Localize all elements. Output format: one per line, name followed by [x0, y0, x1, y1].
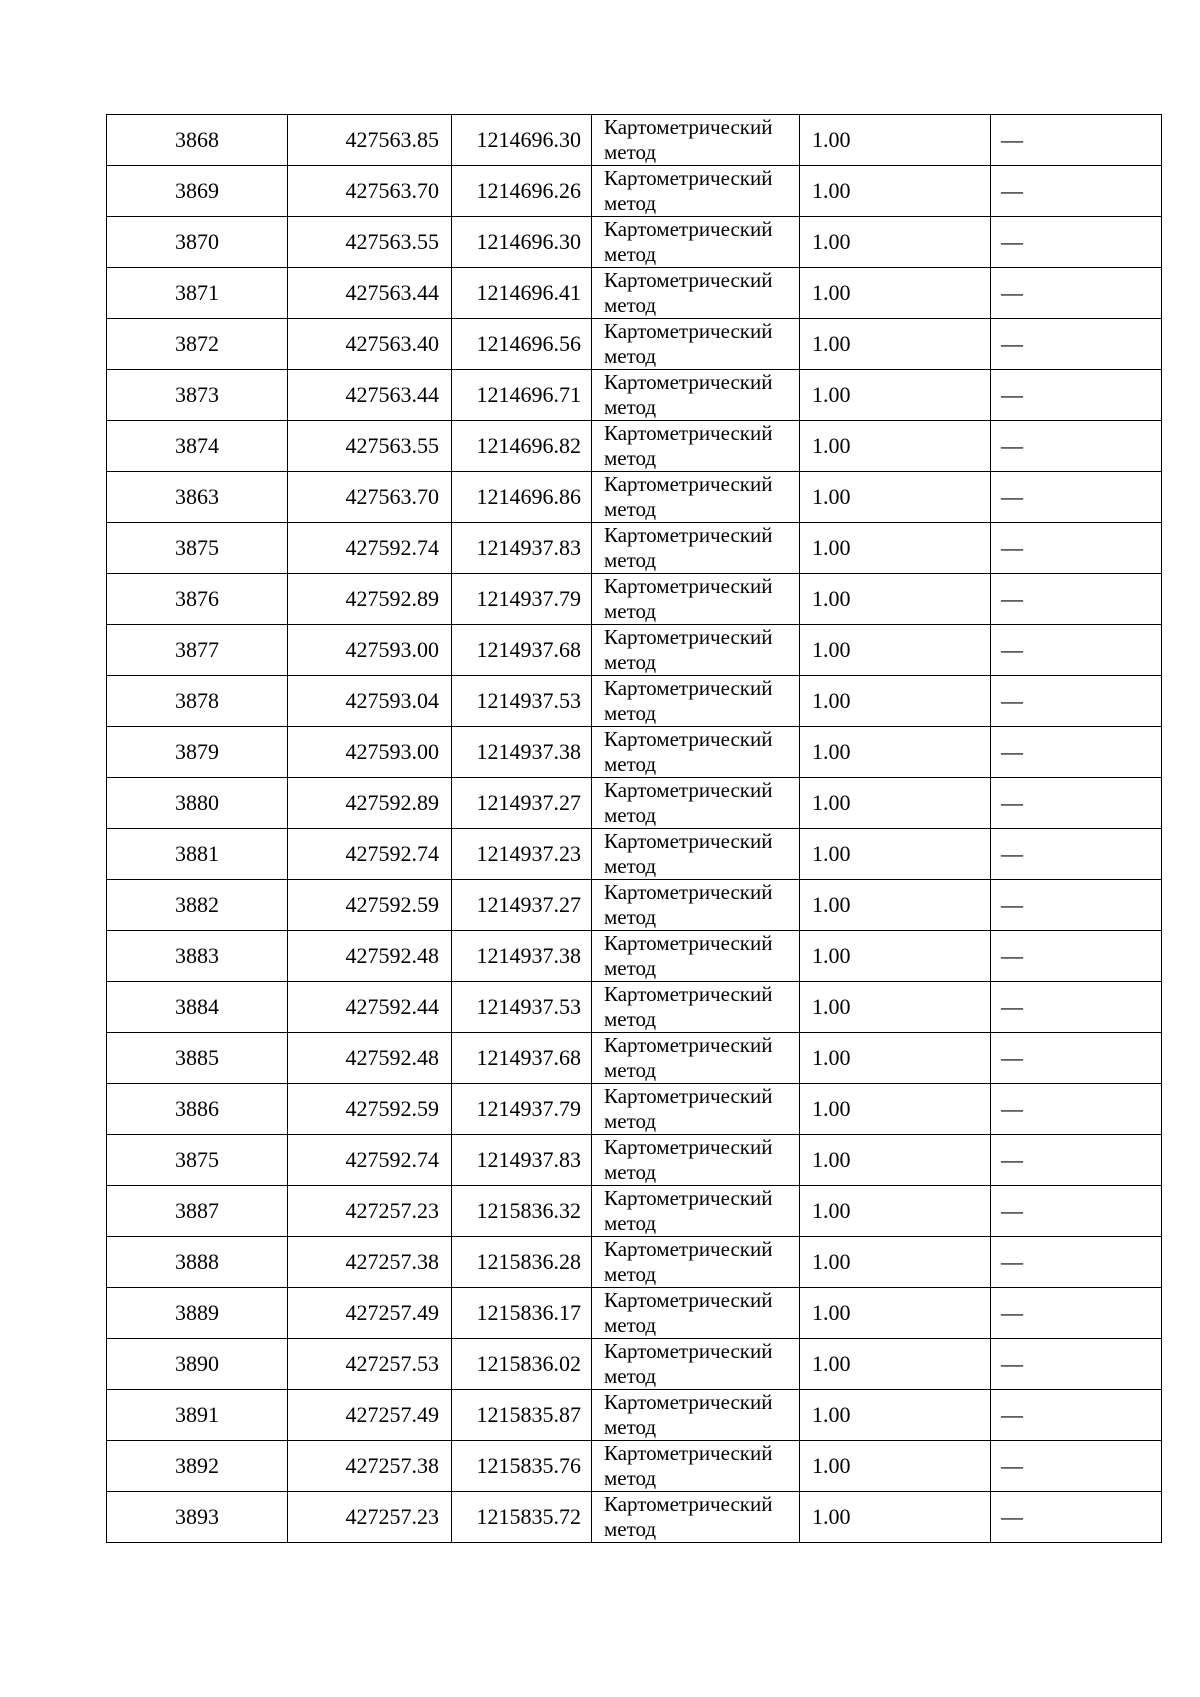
y-coordinate-cell: 1215835.76: [452, 1441, 592, 1492]
method-cell: [592, 370, 800, 421]
description-cell: —: [991, 421, 1162, 472]
y-coordinate-cell: 1214696.56: [452, 319, 592, 370]
table-row: [107, 1084, 1162, 1135]
y-coordinate-cell: 1215835.72: [452, 1492, 592, 1543]
method-line-2: метод: [604, 854, 657, 878]
method-cell: [592, 1186, 800, 1237]
description-cell: —: [991, 727, 1162, 778]
accuracy-cell: 1.00: [800, 676, 991, 727]
description-cell: —: [991, 370, 1162, 421]
table-row: [107, 1033, 1162, 1084]
method-cell: [592, 319, 800, 370]
method-line-1: Картометрический: [604, 268, 773, 292]
method-line-1: Картометрический: [604, 778, 773, 802]
method-line-2: метод: [604, 650, 657, 674]
y-coordinate-cell: 1214937.53: [452, 676, 592, 727]
method-cell: [592, 880, 800, 931]
table-row: [107, 829, 1162, 880]
point-number-cell: 3879: [107, 727, 288, 778]
y-coordinate-cell: 1214696.26: [452, 166, 592, 217]
coordinates-table: [106, 114, 1162, 1543]
method-cell: [592, 166, 800, 217]
method-line-2: метод: [604, 803, 657, 827]
accuracy-cell: 1.00: [800, 1390, 991, 1441]
y-coordinate-cell: 1214937.23: [452, 829, 592, 880]
method-line-1: Картометрический: [604, 370, 773, 394]
x-coordinate-cell: 427593.04: [288, 676, 452, 727]
method-line-1: Картометрический: [604, 982, 773, 1006]
method-cell: [592, 115, 800, 166]
accuracy-cell: 1.00: [800, 370, 991, 421]
point-number-cell: 3868: [107, 115, 288, 166]
table-row: [107, 727, 1162, 778]
x-coordinate-cell: 427563.70: [288, 472, 452, 523]
y-coordinate-cell: 1214937.27: [452, 880, 592, 931]
method-line-1: Картометрический: [604, 421, 773, 445]
point-number-cell: 3875: [107, 523, 288, 574]
x-coordinate-cell: 427257.38: [288, 1441, 452, 1492]
table-row: [107, 1186, 1162, 1237]
point-number-cell: 3869: [107, 166, 288, 217]
accuracy-cell: 1.00: [800, 1084, 991, 1135]
description-cell: —: [991, 1135, 1162, 1186]
point-number-cell: 3880: [107, 778, 288, 829]
y-coordinate-cell: 1214937.27: [452, 778, 592, 829]
x-coordinate-cell: 427592.89: [288, 778, 452, 829]
y-coordinate-cell: 1214696.30: [452, 115, 592, 166]
description-cell: —: [991, 982, 1162, 1033]
method-line-1: Картометрический: [604, 523, 773, 547]
x-coordinate-cell: 427563.55: [288, 217, 452, 268]
x-coordinate-cell: 427257.53: [288, 1339, 452, 1390]
description-cell: —: [991, 268, 1162, 319]
x-coordinate-cell: 427592.59: [288, 880, 452, 931]
method-line-1: Картометрический: [604, 1390, 773, 1414]
x-coordinate-cell: 427563.85: [288, 115, 452, 166]
method-cell: [592, 676, 800, 727]
method-cell: [592, 1441, 800, 1492]
description-cell: —: [991, 115, 1162, 166]
table-row: [107, 574, 1162, 625]
y-coordinate-cell: 1214937.68: [452, 1033, 592, 1084]
table-row: [107, 625, 1162, 676]
accuracy-cell: 1.00: [800, 472, 991, 523]
description-cell: —: [991, 1492, 1162, 1543]
y-coordinate-cell: 1214937.68: [452, 625, 592, 676]
description-cell: —: [991, 523, 1162, 574]
method-cell: [592, 1237, 800, 1288]
table-row: [107, 217, 1162, 268]
method-line-1: Картометрический: [604, 574, 773, 598]
method-line-2: метод: [604, 1415, 657, 1439]
x-coordinate-cell: 427563.55: [288, 421, 452, 472]
table-row: [107, 166, 1162, 217]
table-row: [107, 1492, 1162, 1543]
table-row: [107, 778, 1162, 829]
point-number-cell: 3877: [107, 625, 288, 676]
y-coordinate-cell: 1214937.79: [452, 574, 592, 625]
x-coordinate-cell: 427592.74: [288, 829, 452, 880]
point-number-cell: 3890: [107, 1339, 288, 1390]
method-cell: [592, 1288, 800, 1339]
accuracy-cell: 1.00: [800, 217, 991, 268]
point-number-cell: 3886: [107, 1084, 288, 1135]
y-coordinate-cell: 1215836.02: [452, 1339, 592, 1390]
method-line-1: Картометрический: [604, 727, 773, 751]
method-cell: [592, 268, 800, 319]
table-row: [107, 931, 1162, 982]
method-line-2: метод: [604, 344, 657, 368]
table-row: [107, 676, 1162, 727]
method-cell: [592, 625, 800, 676]
point-number-cell: 3892: [107, 1441, 288, 1492]
method-line-1: Картометрический: [604, 625, 773, 649]
method-line-1: Картометрический: [604, 1441, 773, 1465]
description-cell: —: [991, 1339, 1162, 1390]
point-number-cell: 3884: [107, 982, 288, 1033]
method-cell: [592, 217, 800, 268]
method-line-2: метод: [604, 752, 657, 776]
y-coordinate-cell: 1214937.53: [452, 982, 592, 1033]
accuracy-cell: 1.00: [800, 1288, 991, 1339]
accuracy-cell: 1.00: [800, 1135, 991, 1186]
method-line-2: метод: [604, 1058, 657, 1082]
table-row: [107, 880, 1162, 931]
description-cell: —: [991, 625, 1162, 676]
method-line-2: метод: [604, 905, 657, 929]
point-number-cell: 3875: [107, 1135, 288, 1186]
method-cell: [592, 727, 800, 778]
description-cell: —: [991, 319, 1162, 370]
y-coordinate-cell: 1214696.82: [452, 421, 592, 472]
point-number-cell: 3870: [107, 217, 288, 268]
method-line-1: Картометрический: [604, 472, 773, 496]
point-number-cell: 3883: [107, 931, 288, 982]
method-line-1: Картометрический: [604, 166, 773, 190]
method-line-2: метод: [604, 1211, 657, 1235]
x-coordinate-cell: 427257.49: [288, 1288, 452, 1339]
method-cell: [592, 574, 800, 625]
description-cell: —: [991, 931, 1162, 982]
description-cell: —: [991, 574, 1162, 625]
method-cell: [592, 523, 800, 574]
table-row: [107, 370, 1162, 421]
table-row: [107, 115, 1162, 166]
method-line-2: метод: [604, 395, 657, 419]
accuracy-cell: 1.00: [800, 115, 991, 166]
method-line-2: метод: [604, 497, 657, 521]
point-number-cell: 3872: [107, 319, 288, 370]
x-coordinate-cell: 427563.44: [288, 370, 452, 421]
table-row: [107, 1441, 1162, 1492]
method-cell: [592, 1033, 800, 1084]
y-coordinate-cell: 1214696.71: [452, 370, 592, 421]
method-line-1: Картометрический: [604, 1186, 773, 1210]
method-line-2: метод: [604, 242, 657, 266]
accuracy-cell: 1.00: [800, 778, 991, 829]
method-cell: [592, 472, 800, 523]
method-line-1: Картометрический: [604, 1339, 773, 1363]
point-number-cell: 3888: [107, 1237, 288, 1288]
description-cell: —: [991, 1186, 1162, 1237]
description-cell: —: [991, 1441, 1162, 1492]
table-row: [107, 1339, 1162, 1390]
x-coordinate-cell: 427592.48: [288, 1033, 452, 1084]
method-line-1: Картометрический: [604, 217, 773, 241]
method-cell: [592, 778, 800, 829]
table-row: [107, 268, 1162, 319]
accuracy-cell: 1.00: [800, 319, 991, 370]
method-cell: [592, 1492, 800, 1543]
x-coordinate-cell: 427257.49: [288, 1390, 452, 1441]
method-line-2: метод: [604, 548, 657, 572]
table-row: [107, 982, 1162, 1033]
method-line-1: Картометрический: [604, 115, 773, 139]
point-number-cell: 3871: [107, 268, 288, 319]
x-coordinate-cell: 427257.23: [288, 1186, 452, 1237]
method-line-2: метод: [604, 191, 657, 215]
method-line-1: Картометрический: [604, 676, 773, 700]
x-coordinate-cell: 427563.70: [288, 166, 452, 217]
method-line-2: метод: [604, 446, 657, 470]
method-cell: [592, 982, 800, 1033]
point-number-cell: 3881: [107, 829, 288, 880]
method-cell: [592, 931, 800, 982]
method-line-2: метод: [604, 1007, 657, 1031]
method-line-1: Картометрический: [604, 1237, 773, 1261]
description-cell: —: [991, 1288, 1162, 1339]
accuracy-cell: 1.00: [800, 625, 991, 676]
y-coordinate-cell: 1214696.30: [452, 217, 592, 268]
method-line-1: Картометрический: [604, 1084, 773, 1108]
accuracy-cell: 1.00: [800, 1441, 991, 1492]
point-number-cell: 3891: [107, 1390, 288, 1441]
point-number-cell: 3885: [107, 1033, 288, 1084]
description-cell: —: [991, 880, 1162, 931]
method-line-1: Картометрический: [604, 1288, 773, 1312]
method-line-2: метод: [604, 1364, 657, 1388]
x-coordinate-cell: 427592.59: [288, 1084, 452, 1135]
y-coordinate-cell: 1214937.83: [452, 523, 592, 574]
point-number-cell: 3876: [107, 574, 288, 625]
table-row: [107, 319, 1162, 370]
method-cell: [592, 829, 800, 880]
y-coordinate-cell: 1215836.28: [452, 1237, 592, 1288]
point-number-cell: 3882: [107, 880, 288, 931]
description-cell: —: [991, 472, 1162, 523]
accuracy-cell: 1.00: [800, 1237, 991, 1288]
y-coordinate-cell: 1215836.17: [452, 1288, 592, 1339]
y-coordinate-cell: 1214937.38: [452, 931, 592, 982]
description-cell: —: [991, 676, 1162, 727]
y-coordinate-cell: 1214937.38: [452, 727, 592, 778]
method-line-1: Картометрический: [604, 1492, 773, 1516]
x-coordinate-cell: 427593.00: [288, 727, 452, 778]
x-coordinate-cell: 427563.40: [288, 319, 452, 370]
point-number-cell: 3889: [107, 1288, 288, 1339]
accuracy-cell: 1.00: [800, 166, 991, 217]
method-cell: [592, 1390, 800, 1441]
method-line-2: метод: [604, 140, 657, 164]
method-line-2: метод: [604, 293, 657, 317]
accuracy-cell: 1.00: [800, 982, 991, 1033]
point-number-cell: 3873: [107, 370, 288, 421]
table-row: [107, 1390, 1162, 1441]
method-line-1: Картометрический: [604, 1033, 773, 1057]
description-cell: —: [991, 166, 1162, 217]
method-line-2: метод: [604, 1262, 657, 1286]
method-line-2: метод: [604, 701, 657, 725]
x-coordinate-cell: 427592.74: [288, 1135, 452, 1186]
method-line-2: метод: [604, 1313, 657, 1337]
accuracy-cell: 1.00: [800, 268, 991, 319]
method-line-2: метод: [604, 1466, 657, 1490]
accuracy-cell: 1.00: [800, 1339, 991, 1390]
table-row: [107, 1237, 1162, 1288]
table-row: [107, 421, 1162, 472]
accuracy-cell: 1.00: [800, 931, 991, 982]
y-coordinate-cell: 1214937.79: [452, 1084, 592, 1135]
method-cell: [592, 421, 800, 472]
coordinates-table-body: [107, 115, 1162, 1543]
y-coordinate-cell: 1215835.87: [452, 1390, 592, 1441]
accuracy-cell: 1.00: [800, 523, 991, 574]
method-line-1: Картометрический: [604, 1135, 773, 1159]
method-line-2: метод: [604, 1109, 657, 1133]
method-cell: [592, 1084, 800, 1135]
accuracy-cell: 1.00: [800, 1492, 991, 1543]
point-number-cell: 3874: [107, 421, 288, 472]
table-row: [107, 472, 1162, 523]
description-cell: —: [991, 829, 1162, 880]
method-cell: [592, 1339, 800, 1390]
accuracy-cell: 1.00: [800, 829, 991, 880]
x-coordinate-cell: 427592.44: [288, 982, 452, 1033]
method-line-1: Картометрический: [604, 319, 773, 343]
accuracy-cell: 1.00: [800, 727, 991, 778]
method-line-2: метод: [604, 956, 657, 980]
method-line-1: Картометрический: [604, 829, 773, 853]
method-line-1: Картометрический: [604, 931, 773, 955]
x-coordinate-cell: 427563.44: [288, 268, 452, 319]
x-coordinate-cell: 427592.74: [288, 523, 452, 574]
table-row: [107, 1135, 1162, 1186]
point-number-cell: 3878: [107, 676, 288, 727]
description-cell: —: [991, 1237, 1162, 1288]
accuracy-cell: 1.00: [800, 574, 991, 625]
point-number-cell: 3863: [107, 472, 288, 523]
method-cell: [592, 1135, 800, 1186]
method-line-2: метод: [604, 1517, 657, 1541]
accuracy-cell: 1.00: [800, 880, 991, 931]
x-coordinate-cell: 427593.00: [288, 625, 452, 676]
x-coordinate-cell: 427592.48: [288, 931, 452, 982]
x-coordinate-cell: 427592.89: [288, 574, 452, 625]
description-cell: —: [991, 1084, 1162, 1135]
y-coordinate-cell: 1214696.41: [452, 268, 592, 319]
table-row: [107, 523, 1162, 574]
method-line-2: метод: [604, 599, 657, 623]
accuracy-cell: 1.00: [800, 1186, 991, 1237]
description-cell: —: [991, 1390, 1162, 1441]
point-number-cell: 3887: [107, 1186, 288, 1237]
point-number-cell: 3893: [107, 1492, 288, 1543]
accuracy-cell: 1.00: [800, 1033, 991, 1084]
x-coordinate-cell: 427257.23: [288, 1492, 452, 1543]
x-coordinate-cell: 427257.38: [288, 1237, 452, 1288]
accuracy-cell: 1.00: [800, 421, 991, 472]
y-coordinate-cell: 1214696.86: [452, 472, 592, 523]
description-cell: —: [991, 217, 1162, 268]
description-cell: —: [991, 778, 1162, 829]
method-line-2: метод: [604, 1160, 657, 1184]
y-coordinate-cell: 1214937.83: [452, 1135, 592, 1186]
description-cell: —: [991, 1033, 1162, 1084]
table-row: [107, 1288, 1162, 1339]
method-line-1: Картометрический: [604, 880, 773, 904]
y-coordinate-cell: 1215836.32: [452, 1186, 592, 1237]
